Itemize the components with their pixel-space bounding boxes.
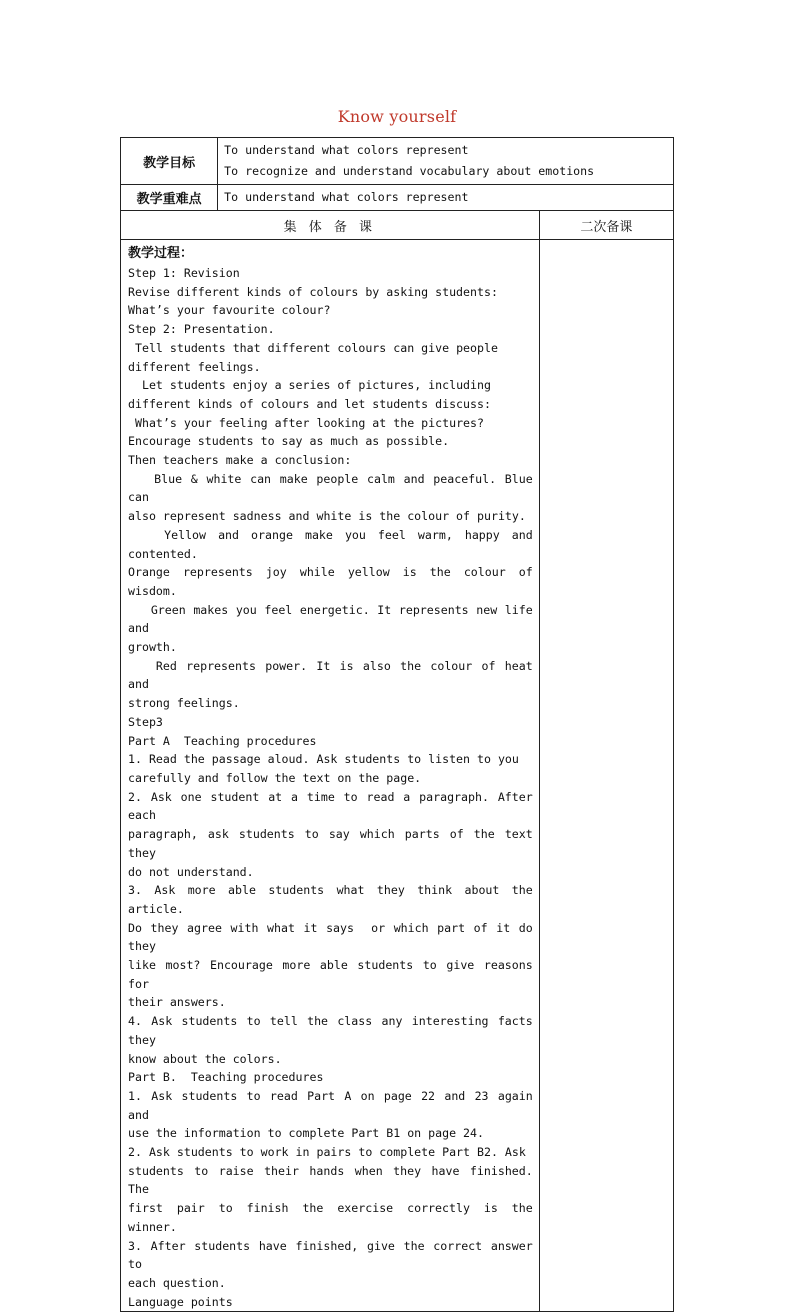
process-line: Encourage students to say as much as possible. — [128, 434, 450, 449]
process-line: 4. Ask students to tell the class any interesting facts they — [128, 1014, 540, 1047]
lesson-plan-table — [120, 137, 674, 1312]
process-line: Language points — [128, 1294, 233, 1309]
process-line: 2. Ask students to work in pairs to complete Part B2. Ask — [128, 1145, 526, 1160]
process-line: Then teachers make a conclusion: — [128, 453, 352, 468]
key-row — [121, 185, 674, 211]
process-line: Tell students that different colours can give people — [128, 340, 498, 355]
process-line: What’s your favourite colour? — [128, 303, 331, 318]
collective-header: 集 体 备 课 — [121, 211, 540, 240]
process-line: paragraph, ask students to say which parts of the text they — [128, 827, 540, 860]
process-line: first pair to finish the exercise correctly is the winner. — [128, 1201, 540, 1234]
process-line: different kinds of colours and let students discuss: — [128, 396, 491, 411]
process-line: growth. — [128, 640, 177, 655]
goal-row — [121, 138, 674, 185]
secondary-notes — [539, 240, 673, 1312]
process-line: 2. Ask one student at a time to read a paragraph. After each — [128, 789, 540, 823]
secondary-header: 二次备课 — [539, 211, 673, 240]
goal-line: To recognize and understand vocabulary about emotions — [224, 164, 595, 178]
key-value: To understand what colors represent — [218, 185, 674, 211]
process-line: like most? Encourage more able students to give reasons for — [128, 958, 540, 991]
process-line: 1. Ask students to read Part A on page 22 and 23 again and — [128, 1088, 540, 1122]
process-line: Part B. Teaching procedures — [128, 1070, 324, 1085]
process-line: 1. Read the passage aloud. Ask students to listen to you — [128, 752, 519, 767]
goal-value — [218, 138, 674, 185]
process-line: Step 1: Revision — [128, 266, 240, 280]
process-line: Revise different kinds of colours by asking students: — [128, 284, 498, 299]
process-line: Let students enjoy a series of pictures, including — [128, 378, 491, 393]
process-line: Step 2: Presentation. — [128, 322, 275, 337]
process-line: their answers. — [128, 995, 226, 1010]
process-line: Do they agree with what it says or which part of it do they — [128, 920, 540, 954]
process-line: 3. After students have finished, give the correct answer to — [128, 1238, 540, 1272]
process-line: Blue & white can make people calm and peaceful. Blue can — [128, 471, 540, 505]
process-line: Step3 — [128, 714, 163, 729]
process-line: Red represents power. It is also the colour of heat and — [128, 658, 540, 692]
process-line: know about the colors. — [128, 1051, 282, 1066]
process-line: do not understand. — [128, 864, 254, 879]
process-line: Yellow and orange make you feel warm, happy and contented. — [128, 527, 540, 561]
header-row — [121, 211, 674, 240]
process-line: 3. Ask more able students what they think about the article. — [128, 883, 540, 916]
process-line: Green makes you feel energetic. It represents new life and — [128, 602, 540, 636]
process-line: use the information to complete Part B1 on page 24. — [128, 1126, 484, 1141]
process-content — [121, 240, 540, 1312]
process-title: 教学过程： — [128, 246, 194, 261]
process-line: different feelings. — [128, 359, 261, 374]
process-line: students to raise their hands when they have finished. The — [128, 1163, 540, 1197]
process-line: strong feelings. — [128, 696, 240, 711]
process-line: Orange represents joy while yellow is the colour of wisdom. — [128, 565, 540, 598]
document-title: Know yourself — [337, 107, 457, 126]
goal-line: To understand what colors represent — [224, 143, 469, 157]
key-label: 教学重难点 — [121, 185, 218, 211]
goal-label: 教学目标 — [121, 138, 218, 185]
process-line: carefully and follow the text on the page. — [128, 770, 422, 785]
process-row — [121, 240, 674, 1312]
process-line: also represent sadness and white is the colour of purity. — [128, 509, 526, 524]
process-line: What’s your feeling after looking at the pictures? — [128, 415, 484, 430]
process-line: each question. — [128, 1275, 226, 1290]
process-lines — [128, 264, 540, 1311]
process-line: Part A Teaching procedures — [128, 733, 317, 748]
